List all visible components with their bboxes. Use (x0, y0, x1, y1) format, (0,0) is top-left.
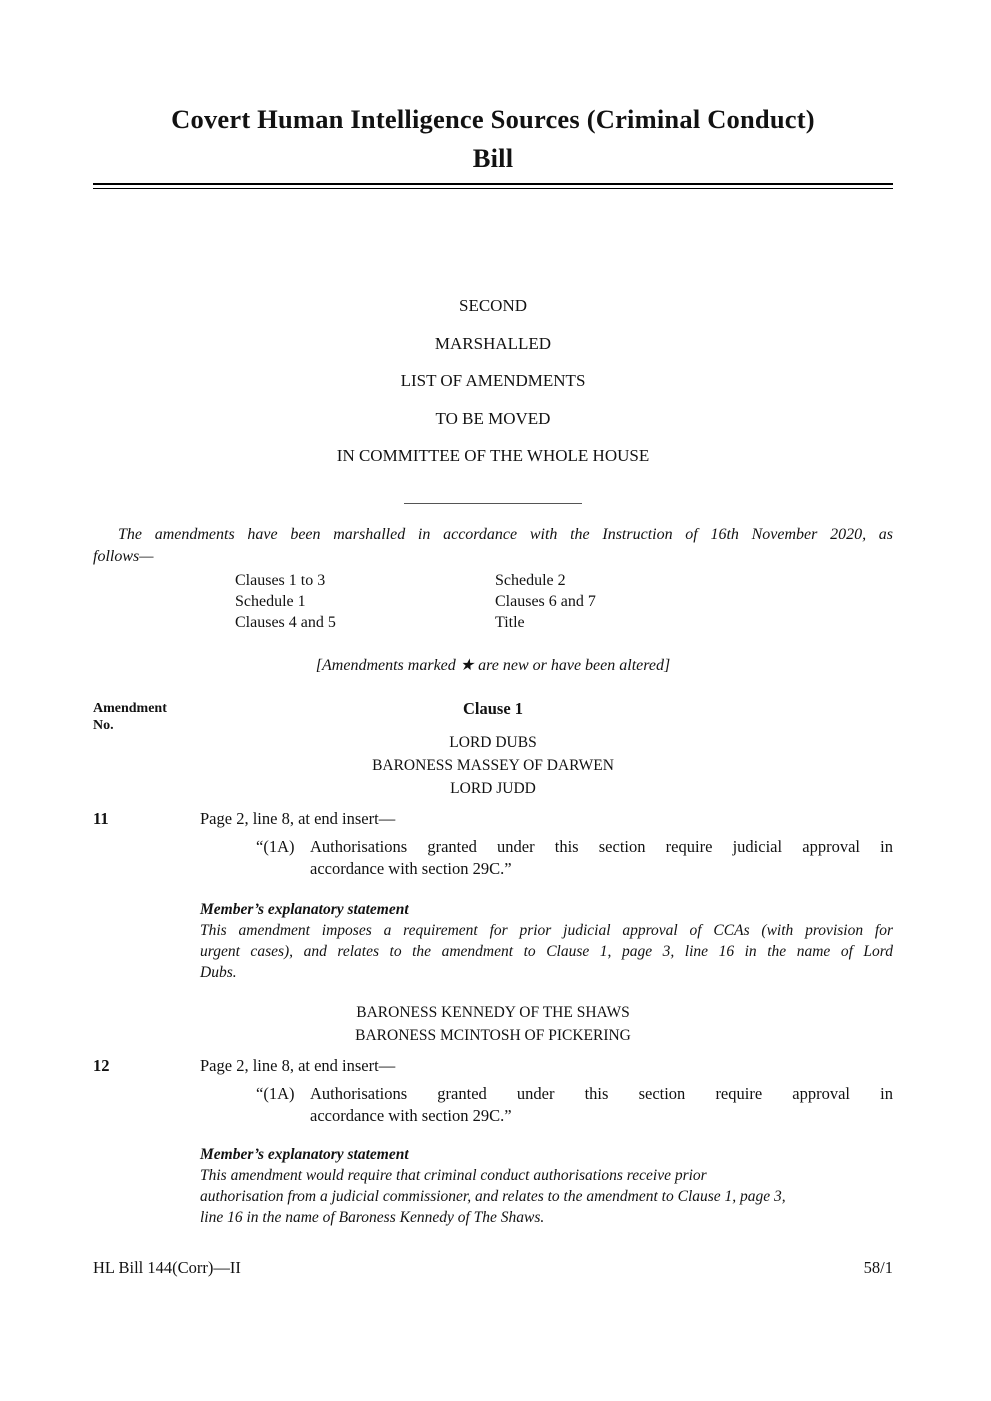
page-footer (93, 1258, 893, 1278)
order-item-left: Schedule 1 (235, 592, 306, 610)
amendment-11-number: 11 (93, 808, 109, 828)
bill-title (93, 100, 893, 178)
heading-marshalled: MARSHALLED (434, 333, 552, 353)
explanatory-line: authorisation from a judicial commissioner, and relates to the amendment to Clause 1, page 3, (200, 1187, 786, 1205)
amendment-11-inserted-text (256, 836, 893, 880)
title-double-rule (93, 183, 893, 189)
explanatory-statement-body (200, 1165, 893, 1228)
amendment-11-explanatory-statement (200, 900, 893, 983)
sponsor-name: BARONESS MCINTOSH OF PICKERING (355, 1026, 631, 1044)
amendment-12-explanatory-statement (200, 1145, 893, 1228)
explanatory-statement-heading: Member’s explanatory statement (200, 900, 409, 918)
inserted-text-body (310, 836, 893, 880)
sponsor-name: BARONESS KENNEDY OF THE SHAWS (356, 1003, 630, 1021)
amendment-11-sponsors (93, 731, 893, 800)
star-legend-note: [Amendments marked ★ are new or have been altered] (315, 656, 671, 674)
footer-page-reference: 58/1 (863, 1258, 893, 1277)
amendment-list-header (93, 698, 893, 733)
amendment-12-inserted-text (256, 1083, 893, 1127)
order-item-right: Schedule 2 (495, 571, 566, 589)
amendment-11-instruction: Page 2, line 8, at end insert— (200, 808, 396, 828)
sponsor-name: LORD DUBS (449, 733, 537, 751)
inserted-text-line: Authorisations granted under this section require approval in (310, 1083, 893, 1103)
heading-second: SECOND (458, 296, 527, 315)
order-item-left: Clauses 1 to 3 (235, 571, 326, 589)
marshalling-order-list (93, 570, 893, 633)
heading-to-be-moved: TO BE MOVED (435, 408, 551, 428)
explanatory-line: line 16 in the name of Baroness Kennedy of The Shaws. (200, 1208, 545, 1226)
order-item-left: Clauses 4 and 5 (235, 613, 336, 631)
marshalling-note-line2: follows— (93, 547, 154, 565)
explanatory-statement-heading: Member’s explanatory statement (200, 1145, 409, 1163)
amendment-12-sponsors (93, 1001, 893, 1047)
clause-1-heading: Clause 1 (462, 698, 524, 718)
order-item-right: Title (495, 613, 525, 631)
footer-bill-reference: HL Bill 144(Corr)—II (93, 1258, 241, 1277)
order-row (93, 612, 893, 633)
amendment-12 (93, 1055, 893, 1077)
explanatory-line: This amendment would require that criminal conduct authorisations receive prior (200, 1166, 707, 1184)
bill-title-line2: Bill (472, 143, 514, 173)
sponsor-name: BARONESS MASSEY OF DARWEN (372, 756, 614, 774)
heading-in-committee: IN COMMITTEE OF THE WHOLE HOUSE (336, 446, 650, 465)
explanatory-line: Dubs. (200, 963, 237, 981)
marshalling-note-line1: The amendments have been marshalled in accordance with the Instruction of 16th November 2020, as (118, 525, 893, 543)
order-row (93, 570, 893, 591)
explanatory-statement-body (200, 920, 893, 983)
sponsor-name: LORD JUDD (450, 779, 536, 797)
inserted-text-body (310, 1083, 893, 1127)
marshalled-list-headings (93, 287, 893, 475)
document-page (93, 0, 893, 1277)
inserted-text-line: Authorisations granted under this section require judicial approval in (310, 836, 893, 856)
amendment-no-column-label: Amendment No. (93, 700, 167, 733)
order-item-right: Clauses 6 and 7 (495, 592, 596, 610)
explanatory-line: This amendment imposes a requirement for prior judicial approval of CCAs (with provision for (200, 921, 893, 939)
amendment-12-number: 12 (93, 1055, 110, 1075)
explanatory-line: urgent cases), and relates to the amendment to Clause 1, page 3, line 16 in the name of Lord (200, 942, 893, 960)
marshalling-note (93, 524, 893, 568)
inserted-subsection-label: “(1A) (256, 1083, 295, 1103)
inserted-text-line: accordance with section 29C.” (310, 858, 512, 878)
bill-title-line1: Covert Human Intelligence Sources (Criminal Conduct) (171, 104, 815, 134)
heading-list-of-amendments: LIST OF AMENDMENTS (400, 371, 586, 390)
order-row (93, 591, 893, 612)
amendment-12-instruction: Page 2, line 8, at end insert— (200, 1055, 396, 1075)
inserted-text-line: accordance with section 29C.” (310, 1105, 512, 1125)
inserted-subsection-label: “(1A) (256, 836, 295, 856)
amendment-11 (93, 808, 893, 830)
section-divider-rule (404, 503, 582, 504)
